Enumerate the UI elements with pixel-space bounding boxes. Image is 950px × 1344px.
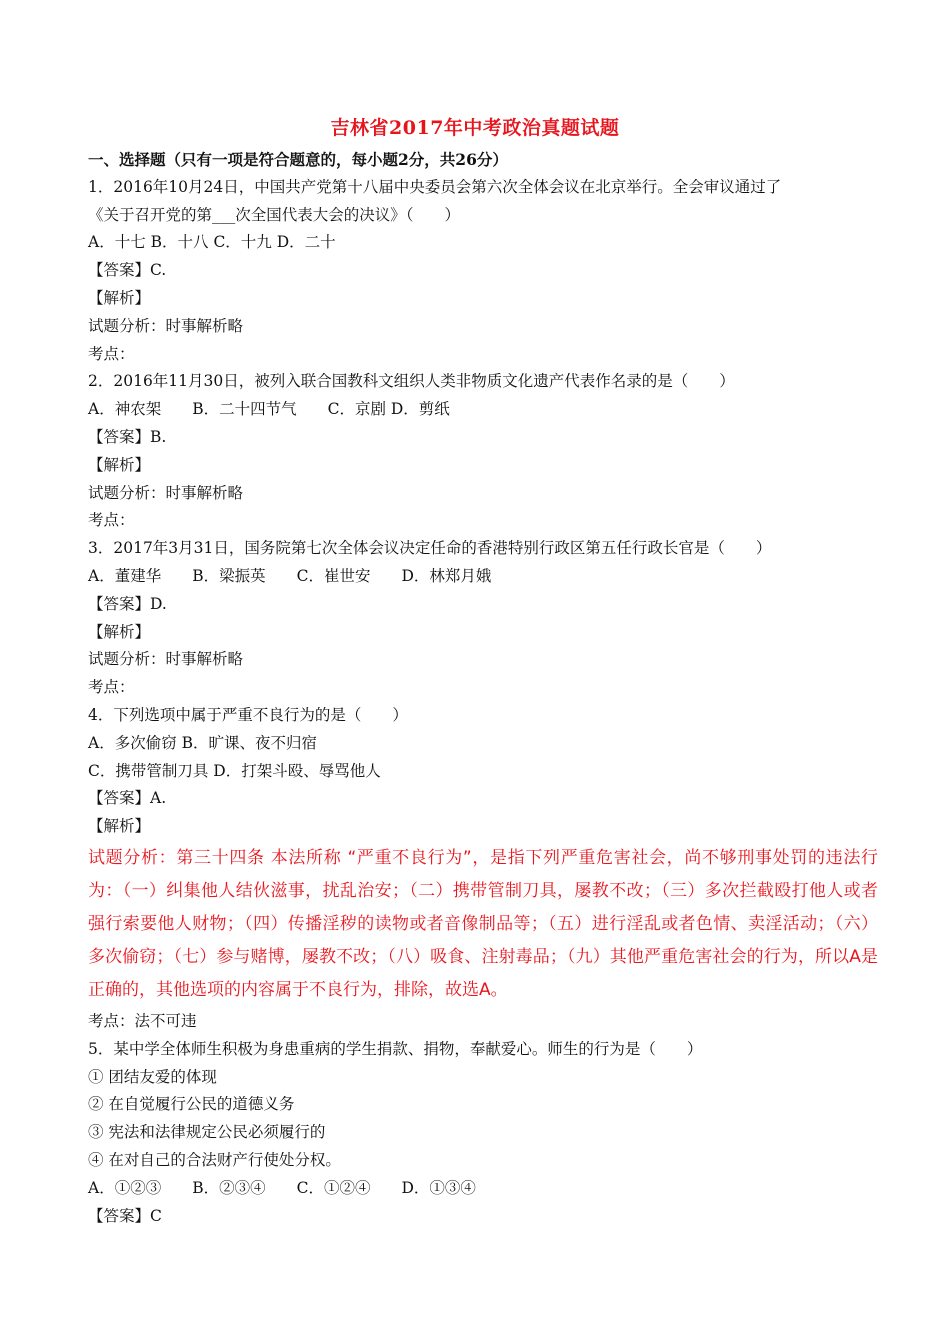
q1-point: 考点： xyxy=(88,344,135,363)
q3-analysis-label: 【解析】 xyxy=(88,622,151,641)
q4-options-cd: C．携带管制刀具 D．打架斗殴、辱骂他人 xyxy=(88,761,381,780)
q3-analysis: 试题分析：时事解析略 xyxy=(88,650,244,669)
q5-statement-4: ④ 在对自己的合法财产行使处分权。 xyxy=(88,1150,341,1169)
page-title: 吉林省2017年中考政治真题试题 xyxy=(330,117,620,139)
q5-statement-3: ③ 宪法和法律规定公民必须履行的 xyxy=(88,1123,326,1142)
q2-answer: 【答案】B. xyxy=(88,427,167,446)
q1-analysis: 试题分析：时事解析略 xyxy=(88,316,244,335)
q4-point: 考点：法不可违 xyxy=(88,1011,197,1030)
q2-options: A．神农架 B．二十四节气 C．京剧 D．剪纸 xyxy=(88,400,450,419)
q5-stem: 5．某中学全体师生积极为身患重病的学生捐款、捐物，奉献爱心。师生的行为是（ ） xyxy=(88,1039,703,1058)
section-heading: 一、选择题（只有一项是符合题意的，每小题2分，共26分） xyxy=(88,150,508,169)
q4-analysis-label: 【解析】 xyxy=(88,817,151,836)
q5-answer: 【答案】C xyxy=(88,1206,162,1225)
q5-statement-2: ② 在自觉履行公民的道德义务 xyxy=(88,1095,295,1114)
q1-analysis-label: 【解析】 xyxy=(88,288,151,307)
q2-analysis: 试题分析：时事解析略 xyxy=(88,483,244,502)
exam-content xyxy=(88,146,878,1230)
q3-point: 考点： xyxy=(88,678,135,697)
q4-options-ab: A．多次偷窃 B．旷课、夜不归宿 xyxy=(88,733,318,752)
q5-options: A．①②③ B．②③④ C．①②④ D．①③④ xyxy=(88,1178,476,1197)
q2-analysis-label: 【解析】 xyxy=(88,455,151,474)
q5-statement-1: ① 团结友爱的体现 xyxy=(88,1067,217,1086)
q1-answer: 【答案】C. xyxy=(88,261,167,280)
q3-answer: 【答案】D. xyxy=(88,594,167,613)
q1-stem-line1: 1．2016年10月24日，中国共产党第十八届中央委员会第六次全体会议在北京举行。全会审议通过了 xyxy=(88,177,782,196)
q2-point: 考点： xyxy=(88,511,135,530)
q3-options: A．董建华 B．梁振英 C．崔世安 D．林郑月娥 xyxy=(88,566,492,585)
q4-answer: 【答案】A. xyxy=(88,789,167,808)
q1-options: A．十七 B．十八 C．十九 D．二十 xyxy=(88,233,336,252)
q3-stem: 3．2017年3月31日，国务院第七次全体会议决定任命的香港特别行政区第五任行政长官是（ ） xyxy=(88,539,772,558)
q4-analysis-red: 试题分析：第三十四条 本法所称 “严重不良行为”，是指下列严重危害社会，尚不够刑事处罚的违法行为：（一）纠集他人结伙滋事，扰乱治安；（二）携带管制刀具，屡教不改；（三）多次拦截殴打他人或者强行索要他人财物；（四）传播淫秽的读物或者音像制品等；（五）进行淫乱或者色情、卖淫活动；（六）多次偷窃；（七）参与赌博，屡教不改；（八）吸食、注射毒品；（九）其他严重危害社会的行为，所以A是正确的，其他选项的内容属于不良行为，排除，故选A。 xyxy=(88,847,878,1000)
q4-stem: 4．下列选项中属于严重不良行为的是（ ） xyxy=(88,705,408,724)
q2-stem: 2．2016年11月30日，被列入联合国教科文组织人类非物质文化遗产代表作名录的是（ ） xyxy=(88,372,735,391)
q1-stem-line2: 《关于召开党的第___次全国代表大会的决议》（ ） xyxy=(88,205,461,224)
